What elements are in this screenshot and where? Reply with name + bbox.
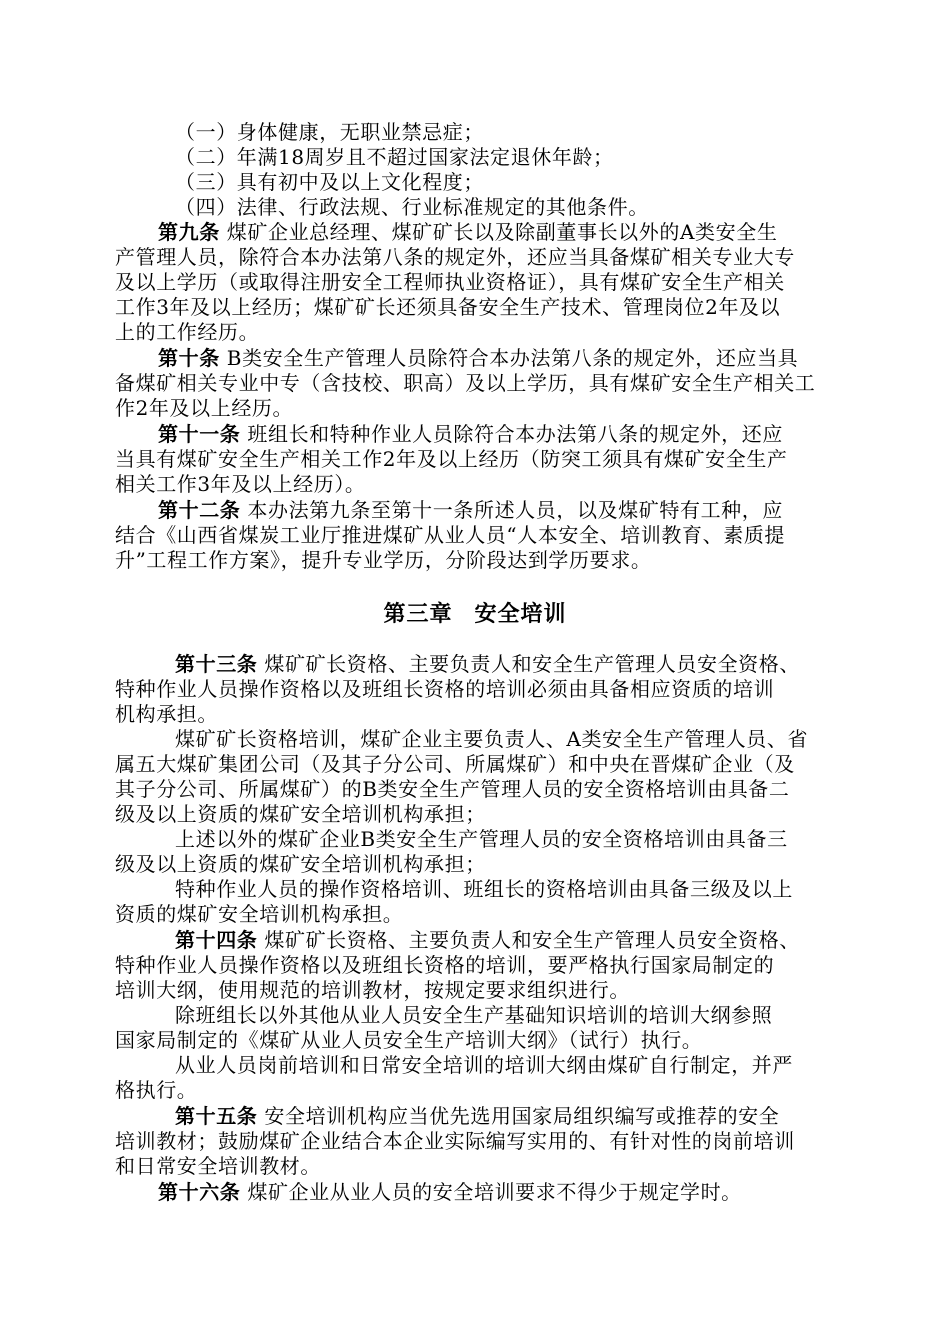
article-text: 特种作业人员操作资格以及班组长资格的培训必须由具备相应资质的培训: [115, 677, 775, 701]
article-title: 第十二条: [158, 498, 241, 522]
article-text: 结合《山西省煤炭工业厅推进煤矿从业人员“人本安全、培训教育、素质提: [115, 523, 786, 547]
article-text: 机构承担。: [115, 702, 218, 726]
list-item: （四）法律、行政法规、行业标准规定的其他条件。: [175, 195, 649, 219]
article-text: 及以上学历（或取得注册安全工程师执业资格证），具有煤矿安全生产相关: [115, 270, 785, 294]
article-text: 产管理人员，除符合本办法第八条的规定外，还应当具备煤矿相关专业大专: [115, 245, 795, 269]
list-item: （一）身体健康，无职业禁忌症；: [175, 120, 484, 144]
article-text: 作2年及以上经历。: [115, 396, 294, 420]
article-16: [115, 1180, 835, 1205]
article-title: 第十五条: [175, 1104, 258, 1128]
article-title: 第十三条: [175, 652, 258, 676]
article-text: B类安全生产管理人员除符合本办法第八条的规定外，还应当具: [226, 346, 799, 370]
article-text: 属五大煤矿集团公司（及其子分公司、所属煤矿）和中央在晋煤矿企业（及: [115, 752, 795, 776]
article-text: 升”工程工作方案》，提升专业学历，分阶段达到学历要求。: [115, 548, 652, 572]
article-text: 工作3年及以上经历；煤矿矿长还须具备安全生产技术、管理岗位2年及以: [115, 295, 781, 319]
article-text: 当具有煤矿安全生产相关工作2年及以上经历（防突工须具有煤矿安全生产: [115, 447, 788, 471]
list-item: （三）具有初中及以上文化程度；: [175, 170, 484, 194]
article-text: 培训大纲，使用规范的培训教材，按规定要求组织进行。: [115, 978, 630, 1002]
article-text: 特种作业人员的操作资格培训、班组长的资格培训由具备三级及以上: [175, 877, 793, 901]
chapter-title: 安全培训: [474, 602, 567, 627]
article-12: [115, 498, 835, 573]
article-title: 第十四条: [175, 928, 258, 952]
article-text: 和日常安全培训教材。: [115, 1154, 321, 1178]
article-text: 从业人员岗前培训和日常安全培训的培训大纲由煤矿自行制定，并严: [175, 1053, 793, 1077]
article-title: 第九条: [158, 220, 220, 244]
article-13: [115, 652, 835, 927]
article-9: [115, 220, 835, 345]
article-title: 第十一条: [158, 422, 241, 446]
chapter-number: 第三章: [383, 602, 453, 627]
article-14: [115, 928, 835, 1103]
article-text: 班组长和特种作业人员除符合本办法第八条的规定外，还应: [247, 422, 783, 446]
article-text: 格执行。: [115, 1078, 198, 1102]
article-text: 培训教材；鼓励煤矿企业结合本企业实际编写实用的、有针对性的岗前培训: [115, 1129, 795, 1153]
article-text: 特种作业人员操作资格以及班组长资格的培训，要严格执行国家局制定的: [115, 953, 775, 977]
list-item: （二）年满18周岁且不超过国家法定退休年龄；: [175, 145, 614, 169]
article-text: 煤矿矿长资格、主要负责人和安全生产管理人员安全资格、: [264, 928, 800, 952]
article-text: 级及以上资质的煤矿安全培训机构承担；: [115, 802, 486, 826]
article-text: 煤矿矿长资格、主要负责人和安全生产管理人员安全资格、: [264, 652, 800, 676]
article-text: 上述以外的煤矿企业B类安全生产管理人员的安全资格培训由具备三: [175, 827, 788, 851]
article-15: [115, 1104, 835, 1179]
article-text: 安全培训机构应当优先选用国家局组织编写或推荐的安全: [264, 1104, 780, 1128]
article-text: 本办法第九条至第十一条所述人员，以及煤矿特有工种，应: [247, 498, 783, 522]
chapter-heading: [115, 597, 835, 628]
article-title: 第十六条: [158, 1180, 241, 1204]
article-text: 煤矿企业总经理、煤矿矿长以及除副董事长以外的A类安全生: [226, 220, 778, 244]
article-text: 除班组长以外其他从业人员安全生产基础知识培训的培训大纲参照: [175, 1003, 773, 1027]
article-text: 资质的煤矿安全培训机构承担。: [115, 902, 404, 926]
article-text: 国家局制定的《煤矿从业人员安全生产培训大纲》（试行）执行。: [115, 1028, 703, 1052]
article-text: 相关工作3年及以上经历）。: [115, 472, 366, 496]
article-text: 煤矿矿长资格培训，煤矿企业主要负责人、A类安全生产管理人员、省: [175, 727, 809, 751]
article-text: 煤矿企业从业人员的安全培训要求不得少于规定学时。: [247, 1180, 742, 1204]
conditions-list: [115, 120, 835, 220]
article-10: [115, 346, 835, 421]
article-text: 级及以上资质的煤矿安全培训机构承担；: [115, 852, 486, 876]
article-title: 第十条: [158, 346, 220, 370]
article-text: 备煤矿相关专业中专（含技校、职高）及以上学历，具有煤矿安全生产相关工: [115, 371, 816, 395]
article-text: 其子分公司、所属煤矿）的B类安全生产管理人员的安全资格培训由具备二: [115, 777, 790, 801]
article-text: 上的工作经历。: [115, 320, 260, 344]
article-11: [115, 422, 835, 497]
